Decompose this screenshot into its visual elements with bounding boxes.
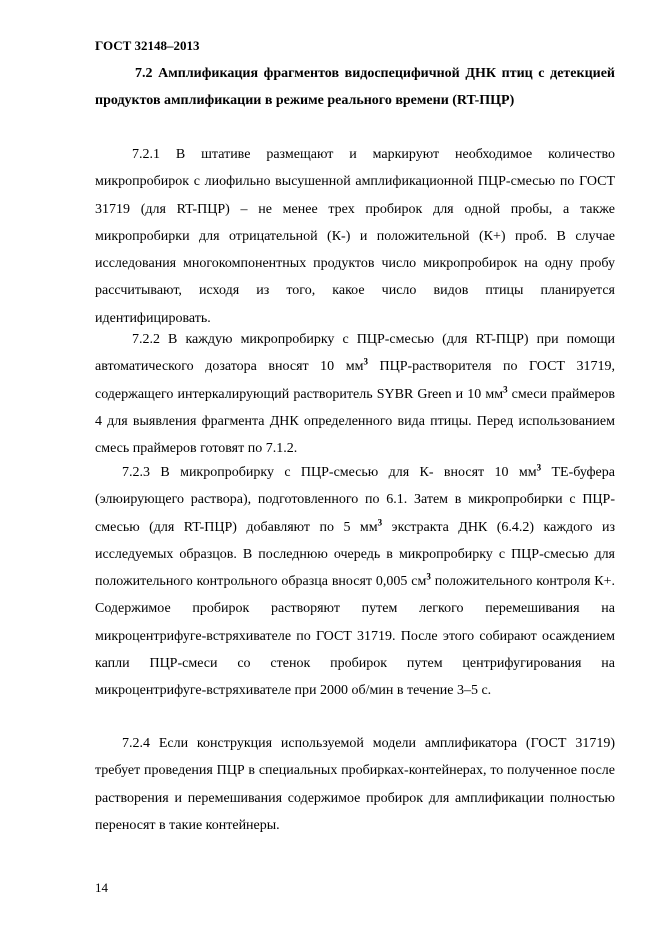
paragraph-7-2-2-part-a: 7.2.2 В каждую микропробирку с ПЦР-смесью (для RT-ПЦР) при помощи автоматического дозатора вносят 10 мм <box>95 332 615 375</box>
paragraph-7-2-3-part-c: экстракта ДНК (6.4.2) каждого из исследуемых образцов. В последнюю очередь в микропробирку с ПЦР-смесью для положительного контрольного образца вносят 0,005 см <box>95 519 615 590</box>
page-number: 14 <box>95 880 108 895</box>
paragraph-7-2-4: 7.2.4 Если конструкция используемой модели амплификатора (ГОСТ 31719) требует проведения ПЦР в специальных пробирках-контейнерах, то полученное после растворения и перемешивания содержимое пробирок для амплификации полностью переносят в такие контейнеры. <box>95 736 615 833</box>
paragraph-7-2-3-part-b: ТЕ-буфера (элюирующего раствора), подготовленного по 6.1. Затем в микропробирки с ПЦР-смесью (для RT-ПЦР) добавляют по 5 мм <box>95 465 615 535</box>
paragraph-7-2-2-part-c: смеси праймеров 4 для выявления фрагмента ДНК определенного вида птицы. Перед использованием смесь праймеров готовят по 7.1.2. <box>95 386 615 457</box>
superscript: 3 <box>377 516 383 527</box>
paragraph-7-2-2-part-b: ПЦР-растворителя по ГОСТ 31719, содержащего интеркалирующий растворитель SYBR Green и 10 мм <box>95 359 615 402</box>
paragraph-7-2-2 <box>95 326 615 462</box>
paragraph-7-2-3 <box>95 459 615 705</box>
section-heading <box>95 60 615 114</box>
superscript: 3 <box>426 571 431 582</box>
superscript: 3 <box>363 356 368 367</box>
section-heading-text: 7.2 Амплификация фрагментов видоспецифичной ДНК птиц с детекцией продуктов амплификации в режиме реального времени (RT-ПЦР) <box>95 66 615 108</box>
paragraph-7-2-1: 7.2.1 В штативе размещают и маркируют необходимое количество микропробирок с лиофильно высушенной амплификационной ПЦР-смесью по ГОСТ 31719 (для RT-ПЦР) – не менее трех пробирок для одной пробы, а также микропробирки для отрицательной (К-) и положительной (К+) проб. В случае исследования многокомпонентных продуктов число микропробирок на одну пробу рассчитывают, исходя из того, какое число видов птицы планируется идентифицировать. <box>95 147 615 326</box>
document-header: ГОСТ 32148–2013 <box>95 38 200 53</box>
paragraph-7-2-3-part-d: положительного контроля К+. Содержимое пробирок растворяют путем легкого перемешивания на микроцентрифуге-встряхивателе по ГОСТ 31719. После этого собирают осаждением капли ПЦР-смеси со стенок пробирок путем центрифугирования на микроцентрифуге-встряхивателе при 2000 об/мин в течение 3–5 с. <box>95 574 616 699</box>
paragraph-7-2-3-part-a: 7.2.3 В микропробирку с ПЦР-смесью для К- вносят 10 мм <box>122 465 537 480</box>
superscript: 3 <box>536 462 542 473</box>
superscript: 3 <box>503 383 508 394</box>
